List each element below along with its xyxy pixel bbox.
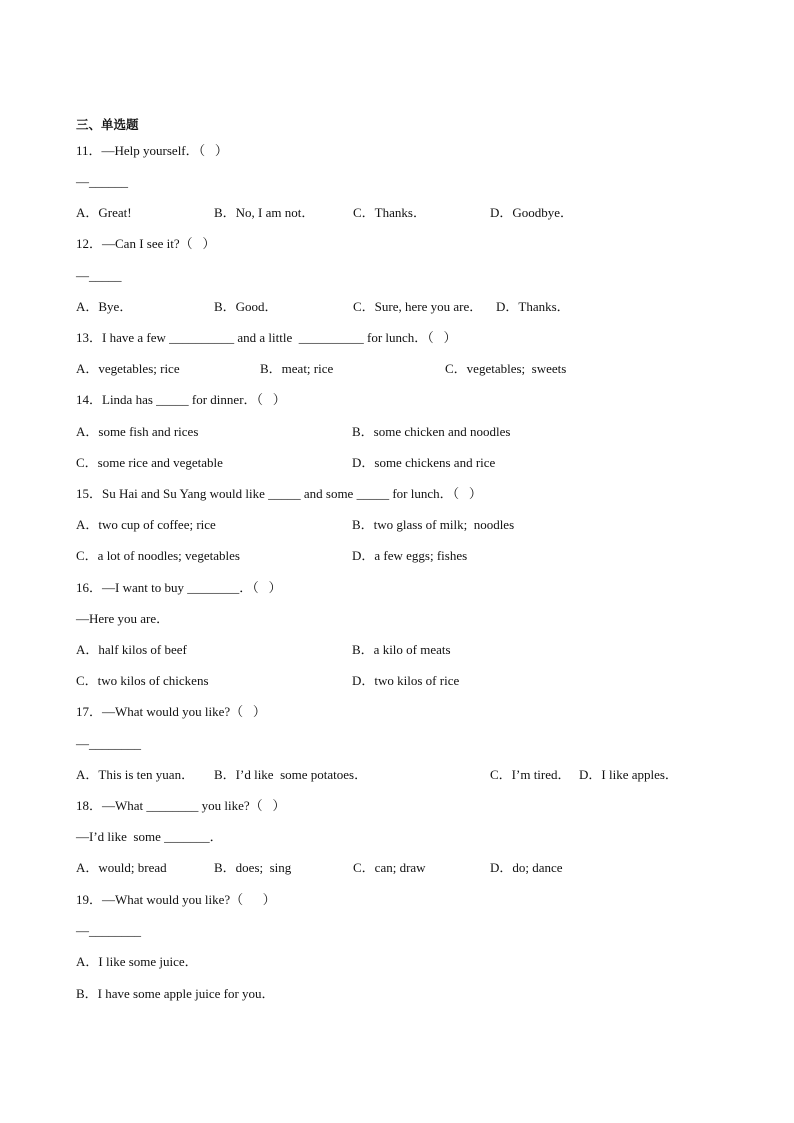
option-c[interactable]: C．Thanks． [353, 205, 426, 220]
question-stem: 11．—Help yourself．（ ） [76, 143, 228, 158]
section-title: 三、单选题 [76, 117, 139, 132]
option-d[interactable]: D．do; dance [490, 860, 563, 875]
option-a[interactable]: A．half kilos of beef [76, 642, 187, 657]
question-stem: 19．—What would you like?（ ） [76, 892, 276, 907]
answer-blank: —________ [76, 923, 141, 938]
question-stem: 15．Su Hai and Su Yang would like _____ and some _____ for lunch．（ ） [76, 486, 482, 501]
question-stem: 17．—What would you like?（ ） [76, 704, 266, 719]
option-a[interactable]: A．vegetables; rice [76, 361, 180, 376]
answer-line: —I’d like some _______． [76, 829, 223, 844]
option-a[interactable]: A．Great! [76, 205, 132, 220]
option-b[interactable]: B．a kilo of meats [352, 642, 451, 657]
option-d[interactable]: D．I like apples． [579, 767, 678, 782]
option-b[interactable]: B．does; sing [214, 860, 292, 875]
answer-line: —Here you are． [76, 611, 170, 626]
option-b[interactable]: B．meat; rice [260, 361, 334, 376]
option-a[interactable]: A．Bye． [76, 299, 133, 314]
answer-blank: —______ [76, 174, 128, 189]
option-c[interactable]: C．some rice and vegetable [76, 455, 223, 470]
option-a[interactable]: A．This is ten yuan． [76, 767, 195, 782]
option-a[interactable]: A．two cup of coffee; rice [76, 517, 216, 532]
option-d[interactable]: D．some chickens and rice [352, 455, 496, 470]
question-stem: 12．—Can I see it?（ ） [76, 236, 216, 251]
option-c[interactable]: C．two kilos of chickens [76, 673, 209, 688]
option-d[interactable]: D．two kilos of rice [352, 673, 460, 688]
option-a[interactable]: A．I like some juice． [76, 954, 198, 969]
option-c[interactable]: C．Sure, here you are． [353, 299, 483, 314]
option-c[interactable]: C．I’m tired． [490, 767, 571, 782]
option-a[interactable]: A．would; bread [76, 860, 167, 875]
option-b[interactable]: B．Good． [214, 299, 278, 314]
option-b[interactable]: B．No, I am not． [214, 205, 315, 220]
option-a[interactable]: A．some fish and rices [76, 424, 199, 439]
option-b[interactable]: B．two glass of milk; noodles [352, 517, 515, 532]
option-d[interactable]: D．a few eggs; fishes [352, 548, 468, 563]
question-stem: 18．—What ________ you like?（ ） [76, 798, 286, 813]
question-stem: 13．I have a few __________ and a little __________ for lunch．（ ） [76, 330, 457, 345]
question-stem: 16．—I want to buy ________．（ ） [76, 580, 282, 595]
option-c[interactable]: C．can; draw [353, 860, 426, 875]
option-d[interactable]: D．Goodbye． [490, 205, 574, 220]
answer-blank: —________ [76, 736, 141, 751]
question-stem: 14．Linda has _____ for dinner．（ ） [76, 392, 286, 407]
option-c[interactable]: C．a lot of noodles; vegetables [76, 548, 240, 563]
option-b[interactable]: B．I have some apple juice for you． [76, 986, 275, 1001]
answer-blank: —_____ [76, 268, 122, 283]
option-c[interactable]: C．vegetables; sweets [445, 361, 567, 376]
option-b[interactable]: B．I’d like some potatoes． [214, 767, 368, 782]
option-d[interactable]: D．Thanks． [496, 299, 570, 314]
option-b[interactable]: B．some chicken and noodles [352, 424, 511, 439]
